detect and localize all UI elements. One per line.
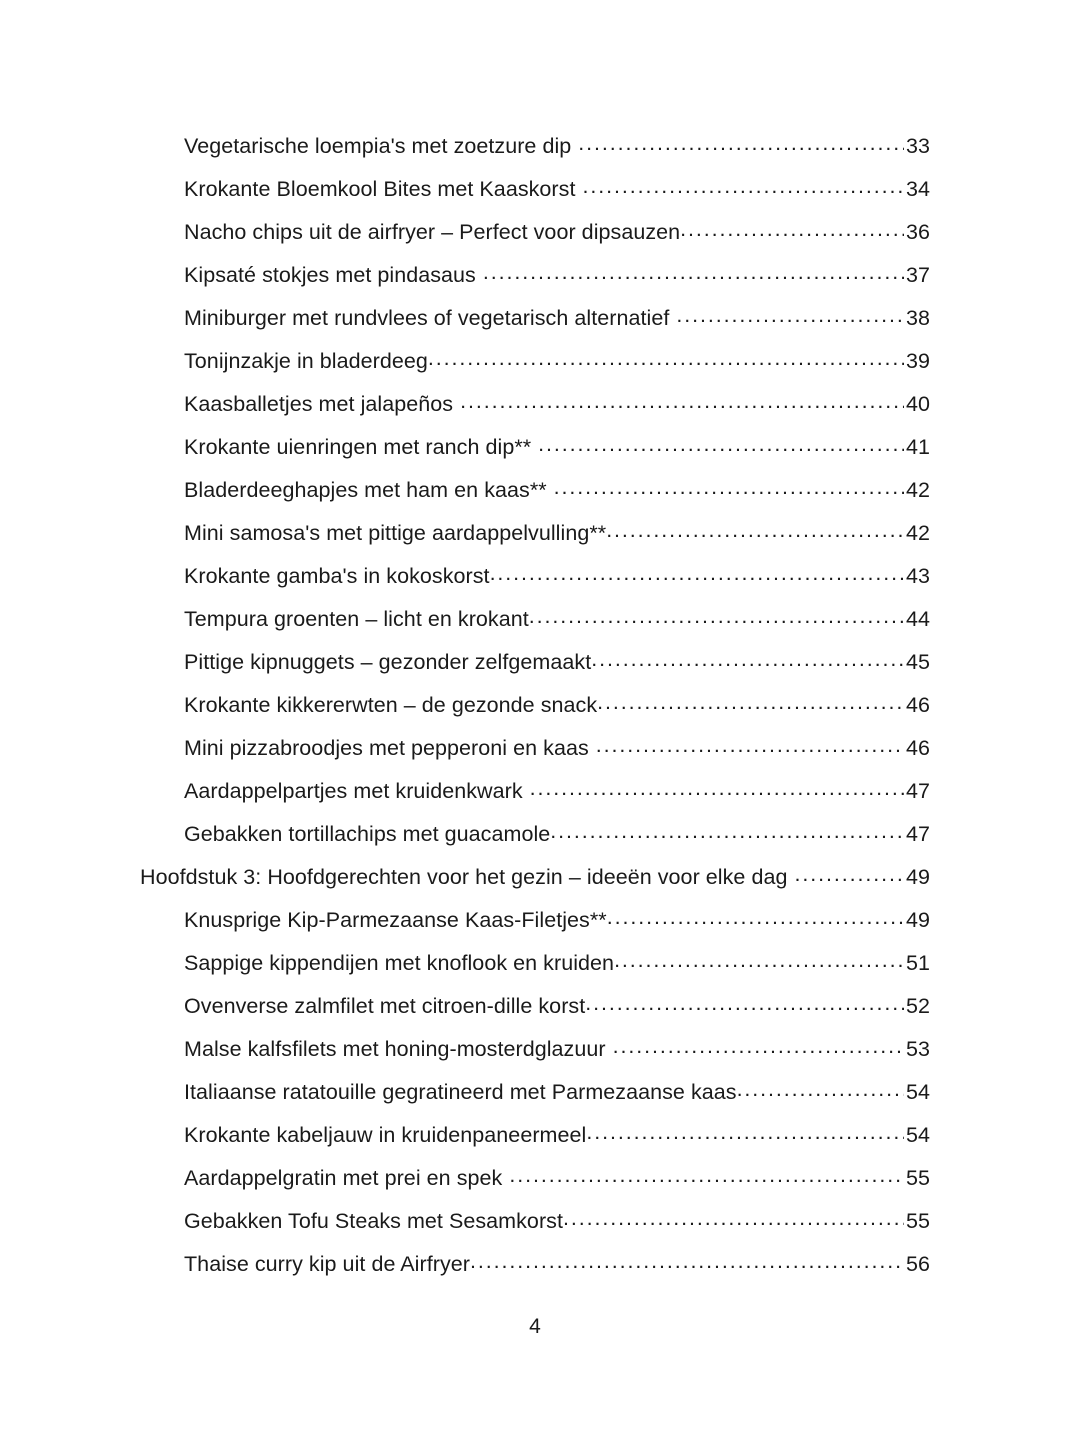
toc-entry-title: Kaasballetjes met jalapeños [184,391,454,416]
toc-recipe-entry[interactable] [140,475,930,518]
toc-entry-page-number: 44 [905,606,930,631]
toc-recipe-entry[interactable] [140,733,930,776]
toc-recipe-entry[interactable] [140,303,930,346]
toc-entry-title: Ovenverse zalmfilet met citroen-dille korst [184,993,586,1018]
toc-entry-page-number: 47 [905,778,930,803]
toc-recipe-entry[interactable] [140,1206,930,1249]
toc-recipe-entry[interactable] [140,819,930,862]
toc-dot-leader [586,1120,904,1142]
toc-entry-page-number: 56 [905,1251,930,1276]
toc-dot-leader [571,131,904,153]
toc-dot-leader [550,819,904,841]
toc-recipe-entry[interactable] [140,432,930,475]
toc-entry-title: Hoofdstuk 3: Hoofdgerechten voor het gezin – ideeën voor elke dag [140,864,788,889]
table-of-contents [140,131,930,1292]
toc-recipe-entry[interactable] [140,1163,930,1206]
toc-entry-page-number: 38 [905,305,930,330]
toc-entry-title: Krokante uienringen met ranch dip** [184,434,532,459]
toc-entry-page-number: 39 [905,348,930,373]
toc-entry-page-number: 36 [905,219,930,244]
toc-entry-title: Kipsaté stokjes met pindasaus [184,262,476,287]
toc-recipe-entry[interactable] [140,561,930,604]
toc-entry-title: Pittige kipnuggets – gezonder zelfgemaakt [184,649,592,674]
toc-recipe-entry[interactable] [140,260,930,303]
toc-dot-leader [575,174,904,196]
toc-recipe-entry[interactable] [140,389,930,432]
page-number-folio: 4 [529,1315,541,1338]
toc-entry-title: Bladerdeeghapjes met ham en kaas** [184,477,547,502]
toc-entry-page-number: 37 [905,262,930,287]
toc-dot-leader [531,432,904,454]
toc-entry-title: Mini pizzabroodjes met pepperoni en kaas [184,735,589,760]
toc-entry-page-number: 53 [905,1036,930,1061]
toc-dot-leader [502,1163,904,1185]
toc-recipe-entry[interactable] [140,518,930,561]
toc-entry-page-number: 34 [905,176,930,201]
toc-entry-title: Sappige kippendijen met knoflook en kruiden [184,950,615,975]
toc-entry-page-number: 54 [905,1122,930,1147]
toc-dot-leader [453,389,904,411]
toc-entry-page-number: 33 [905,133,930,158]
toc-dot-leader [597,690,904,712]
toc-dot-leader [523,776,904,798]
toc-entry-title: Mini samosa's met pittige aardappelvulling** [184,520,607,545]
toc-dot-leader [529,604,904,626]
toc-entry-title: Aardappelpartjes met kruidenkwark [184,778,523,803]
toc-dot-leader [585,991,904,1013]
toc-recipe-entry[interactable] [140,1249,930,1292]
toc-dot-leader [680,217,904,239]
toc-recipe-entry[interactable] [140,905,930,948]
toc-entry-title: Thaise curry kip uit de Airfryer [184,1251,470,1276]
toc-entry-page-number: 52 [905,993,930,1018]
toc-entry-title: Tempura groenten – licht en krokant [184,606,529,631]
toc-entry-title: Italiaanse ratatouille gegratineerd met Parmezaanse kaas [184,1079,737,1104]
toc-chapter-entry[interactable] [140,862,930,905]
toc-entry-title: Malse kalfsfilets met honing-mosterdglazuur [184,1036,606,1061]
toc-recipe-entry[interactable] [140,647,930,690]
toc-dot-leader [490,561,904,583]
toc-entry-title: Tonijnzakje in bladerdeeg [184,348,428,373]
toc-recipe-entry[interactable] [140,604,930,647]
toc-entry-title: Nacho chips uit de airfryer – Perfect voor dipsauzen [184,219,681,244]
toc-dot-leader [589,733,904,755]
toc-dot-leader [606,518,904,540]
toc-dot-leader [470,1249,904,1271]
toc-recipe-entry[interactable] [140,991,930,1034]
toc-entry-page-number: 46 [905,692,930,717]
toc-entry-title: Gebakken Tofu Steaks met Sesamkorst [184,1208,563,1233]
toc-dot-leader [737,1077,904,1099]
toc-entry-page-number: 54 [905,1079,930,1104]
toc-entry-page-number: 45 [905,649,930,674]
toc-dot-leader [606,1034,904,1056]
toc-entry-page-number: 51 [905,950,930,975]
toc-entry-page-number: 40 [905,391,930,416]
toc-entry-page-number: 49 [905,907,930,932]
toc-entry-page-number: 47 [905,821,930,846]
toc-entry-title: Krokante kabeljauw in kruidenpaneermeel [184,1122,587,1147]
toc-dot-leader [547,475,904,497]
toc-dot-leader [787,862,904,884]
toc-recipe-entry[interactable] [140,217,930,260]
toc-dot-leader [428,346,904,368]
toc-recipe-entry[interactable] [140,1034,930,1077]
toc-dot-leader [614,948,904,970]
toc-recipe-entry[interactable] [140,1120,930,1163]
toc-recipe-entry[interactable] [140,346,930,389]
toc-recipe-entry[interactable] [140,948,930,991]
toc-entry-title: Aardappelgratin met prei en spek [184,1165,503,1190]
toc-entry-title: Knusprige Kip-Parmezaanse Kaas-Filetjes** [184,907,607,932]
toc-entry-title: Krokante Bloemkool Bites met Kaaskorst [184,176,576,201]
toc-dot-leader [607,905,904,927]
toc-recipe-entry[interactable] [140,174,930,217]
toc-entry-title: Krokante kikkererwten – de gezonde snack [184,692,598,717]
toc-dot-leader [669,303,904,325]
toc-recipe-entry[interactable] [140,131,930,174]
toc-recipe-entry[interactable] [140,1077,930,1120]
toc-entry-page-number: 55 [905,1208,930,1233]
toc-entry-title: Vegetarische loempia's met zoetzure dip [184,133,572,158]
toc-entry-page-number: 55 [905,1165,930,1190]
toc-dot-leader [563,1206,904,1228]
toc-recipe-entry[interactable] [140,690,930,733]
toc-dot-leader [591,647,904,669]
toc-entry-page-number: 46 [905,735,930,760]
toc-entry-page-number: 42 [905,477,930,502]
toc-entry-page-number: 41 [905,434,930,459]
toc-dot-leader [476,260,904,282]
toc-entry-title: Gebakken tortillachips met guacamole [184,821,551,846]
toc-entry-page-number: 42 [905,520,930,545]
toc-entry-page-number: 43 [905,563,930,588]
toc-entry-title: Krokante gamba's in kokoskorst [184,563,490,588]
toc-recipe-entry[interactable] [140,776,930,819]
toc-entry-title: Miniburger met rundvlees of vegetarisch alternatief [184,305,670,330]
toc-entry-page-number: 49 [905,864,930,889]
